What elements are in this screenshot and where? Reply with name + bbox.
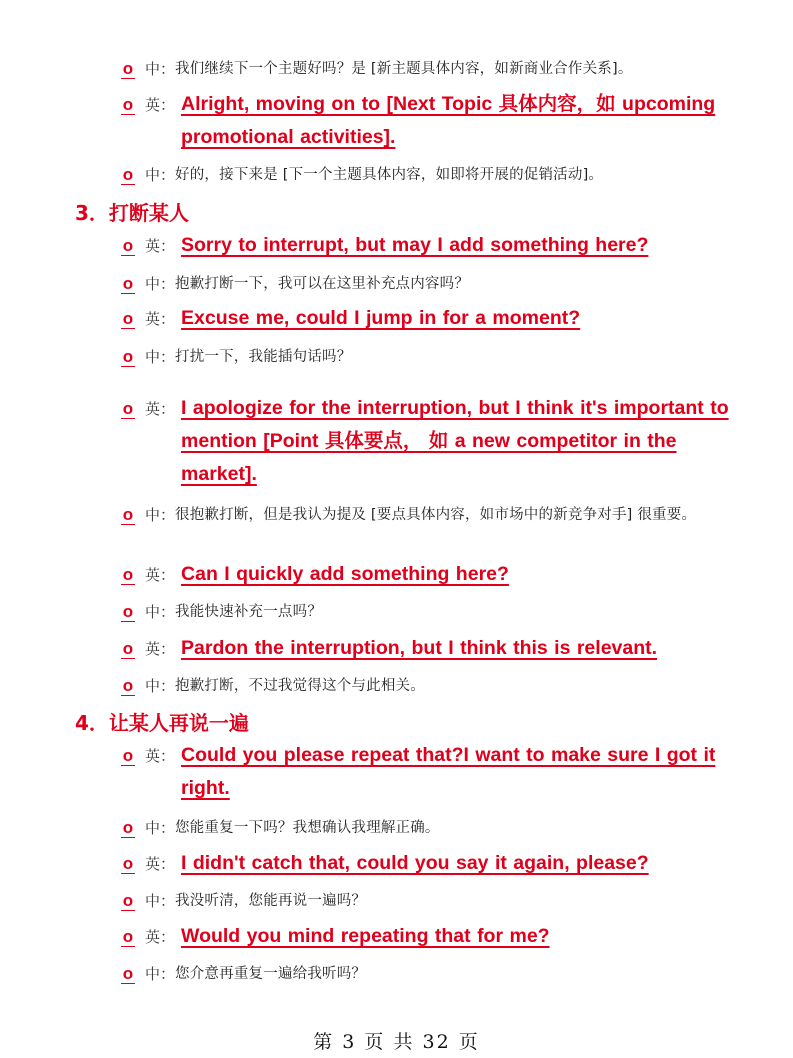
list-item	[121, 853, 743, 880]
bullet-marker: o	[122, 309, 134, 328]
list-item	[121, 164, 743, 190]
lang-tag: 中：	[145, 348, 176, 366]
list-item	[121, 346, 743, 372]
lang-tag: 中：	[145, 677, 176, 695]
lang-tag: 英：	[145, 928, 176, 946]
bullet-marker: o	[122, 59, 134, 78]
lang-tag: 中：	[145, 60, 176, 78]
bullet-marker: o	[122, 639, 134, 658]
bullet-marker: o	[122, 505, 134, 524]
list-item	[121, 94, 743, 154]
chinese-sentence: 我们继续下一个主题好吗？是 [新主题具体内容，如新商业合作关系]。	[175, 61, 633, 77]
english-sentence: I didn't catch that, could you say it again, please?	[181, 852, 649, 874]
english-sentence: Can I quickly add something here?	[181, 563, 509, 585]
section-heading: 3．打断某人	[75, 201, 189, 225]
lang-tag: 中：	[145, 506, 176, 524]
english-sentence: I apologize for the interruption, but I think it's important to mention [Point 具体要点， 如 a new competitor in the market].	[181, 397, 729, 485]
lang-tag: 中：	[145, 603, 176, 621]
lang-tag: 中：	[145, 892, 176, 910]
lang-tag: 英：	[145, 400, 176, 418]
list-item	[121, 308, 743, 335]
chinese-sentence: 抱歉打断，不过我觉得这个与此相关。	[175, 678, 425, 694]
bullet-marker: o	[122, 891, 134, 910]
chinese-sentence: 我能快速补充一点吗？	[175, 604, 323, 620]
english-sentence: Alright, moving on to [Next Topic 具体内容，如 upcoming promotional activities].	[181, 93, 716, 148]
list-item	[121, 638, 743, 665]
bullet-marker: o	[122, 95, 134, 114]
list-item	[121, 504, 743, 530]
bullet-marker: o	[122, 347, 134, 366]
lang-tag: 英：	[145, 747, 176, 765]
english-sentence: Excuse me, could I jump in for a moment?	[181, 307, 581, 329]
bullet-marker: o	[122, 927, 134, 946]
bullet-marker: o	[122, 746, 134, 765]
list-item	[121, 235, 743, 262]
english-sentence: Could you please repeat that?I want to make sure I got it right.	[181, 744, 716, 799]
list-item	[121, 398, 743, 491]
list-item	[121, 890, 743, 916]
list-item	[121, 273, 743, 299]
list-item	[121, 601, 743, 627]
english-sentence: Pardon the interruption, but I think this is relevant.	[181, 637, 658, 659]
chinese-sentence: 我没听清，您能再说一遍吗？	[175, 893, 367, 909]
list-item	[121, 745, 743, 805]
chinese-sentence: 您介意再重复一遍给我听吗？	[175, 966, 367, 982]
list-item	[121, 58, 743, 84]
lang-tag: 英：	[145, 640, 176, 658]
english-sentence: Sorry to interrupt, but may I add something here?	[181, 234, 649, 256]
list-item	[121, 963, 743, 989]
bullet-marker: o	[122, 399, 134, 418]
lang-tag: 中：	[145, 819, 176, 837]
lang-tag: 英：	[145, 566, 176, 584]
lang-tag: 英：	[145, 855, 176, 873]
chinese-sentence: 打扰一下，我能插句话吗？	[175, 349, 352, 365]
lang-tag: 中：	[145, 965, 176, 983]
bullet-marker: o	[122, 676, 134, 695]
bullet-marker: o	[122, 854, 134, 873]
bullet-marker: o	[122, 818, 134, 837]
chinese-sentence: 很抱歉打断，但是我认为提及 [要点具体内容，如市场中的新竞争对手] 很重要。	[175, 507, 697, 523]
bullet-marker: o	[122, 236, 134, 255]
bullet-marker: o	[122, 602, 134, 621]
section-heading: 4．让某人再说一遍	[75, 711, 249, 735]
bullet-marker: o	[122, 165, 134, 184]
page-number-footer: 第 3 页 共 32 页	[313, 1031, 480, 1053]
list-item	[121, 675, 743, 701]
lang-tag: 英：	[145, 96, 176, 114]
english-sentence: Would you mind repeating that for me?	[181, 925, 550, 947]
lang-tag: 中：	[145, 275, 176, 293]
chinese-sentence: 您能重复一下吗？我想确认我理解正确。	[175, 820, 440, 836]
lang-tag: 中：	[145, 166, 176, 184]
lang-tag: 英：	[145, 237, 176, 255]
list-item	[121, 926, 743, 953]
list-item	[121, 817, 743, 843]
chinese-sentence: 好的，接下来是 [下一个主题具体内容，如即将开展的促销活动]。	[175, 167, 604, 183]
bullet-marker: o	[122, 274, 134, 293]
list-item	[121, 564, 743, 591]
bullet-marker: o	[122, 964, 134, 983]
lang-tag: 英：	[145, 310, 176, 328]
chinese-sentence: 抱歉打断一下，我可以在这里补充点内容吗？	[175, 276, 470, 292]
bullet-marker: o	[122, 565, 134, 584]
